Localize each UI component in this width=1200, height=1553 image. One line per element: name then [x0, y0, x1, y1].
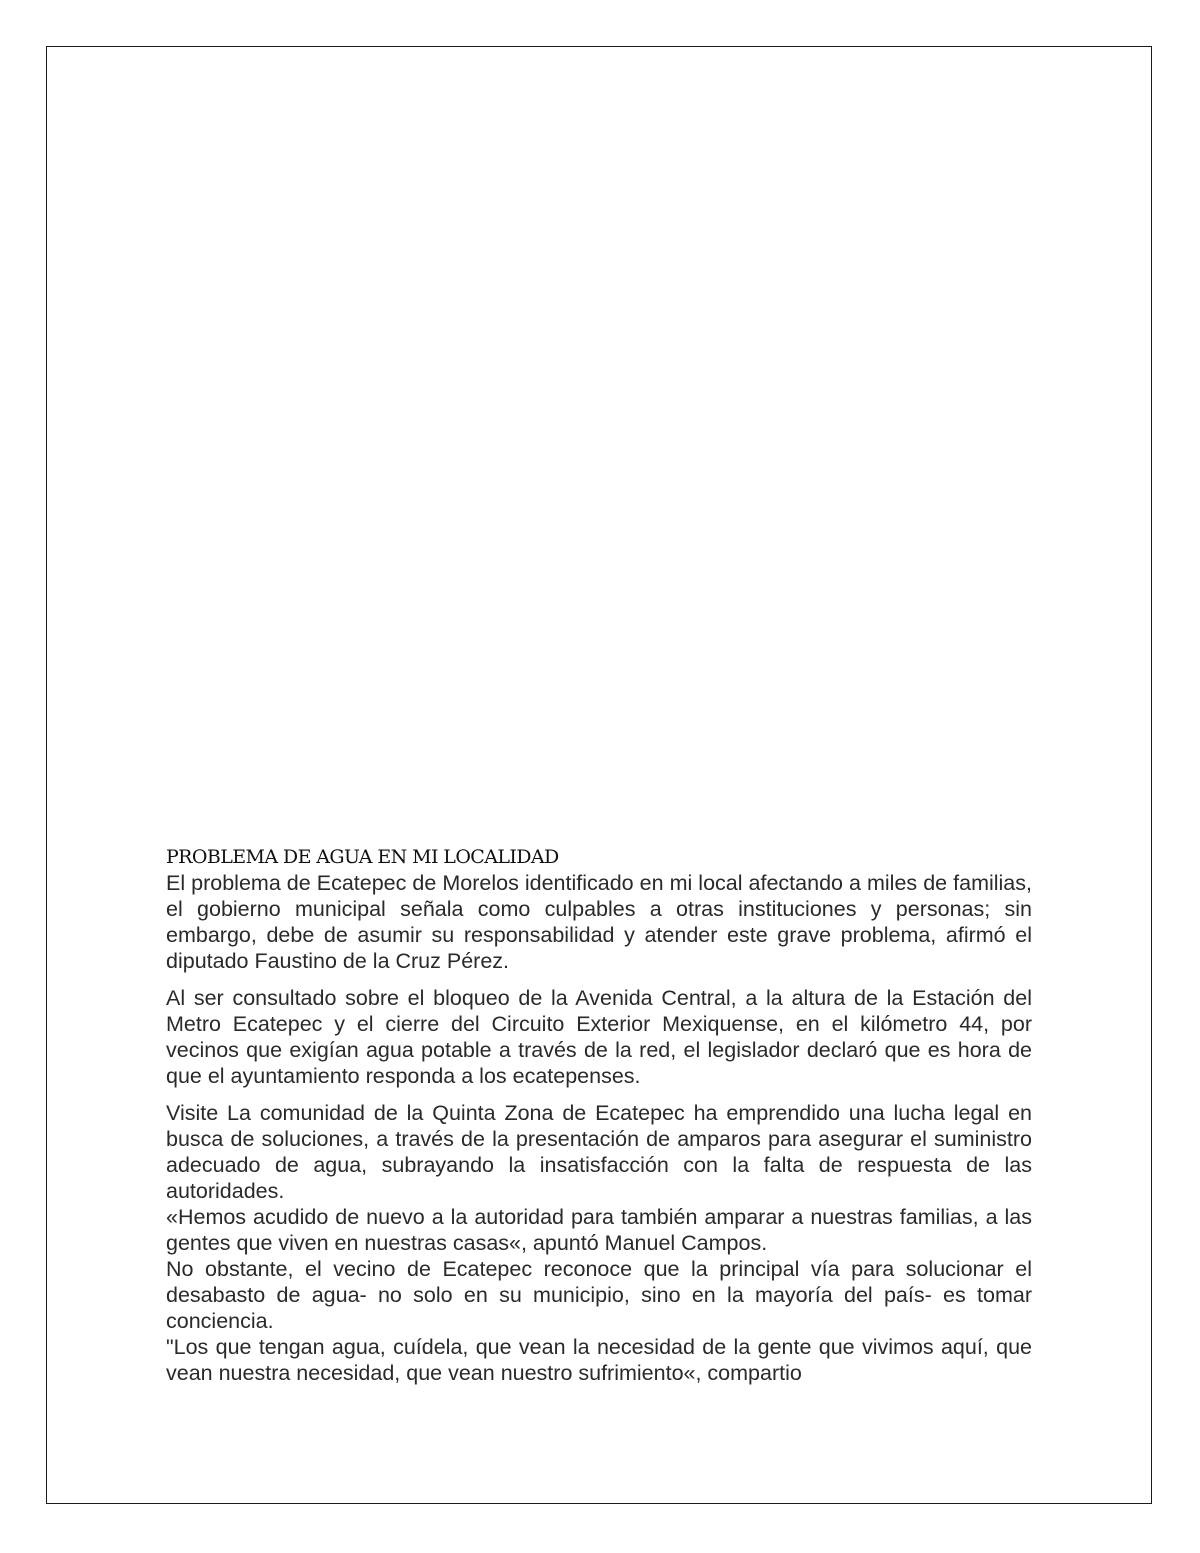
document-body [166, 845, 1032, 1386]
paragraph-4: «Hemos acudido de nuevo a la autoridad para también amparar a nuestras familias, a las gentes que viven en nuestras casas«, apuntó Manuel Campos. [166, 1205, 1032, 1255]
paragraph-1: El problema de Ecatepec de Morelos identificado en mi local afectando a miles de familias, el gobierno municipal señala como culpables a otras instituciones y personas; sin embargo, debe de asumir su responsabilidad y atender este grave problema, afirmó el diputado Faustino de la Cruz Pérez. [166, 871, 1032, 973]
paragraph-6: "Los que tengan agua, cuídela, que vean la necesidad de la gente que vivimos aquí, que vean nuestra necesidad, que vean nuestro sufrimiento«, compartio [166, 1335, 1032, 1385]
paragraph-3: Visite La comunidad de la Quinta Zona de Ecatepec ha emprendido una lucha legal en busca de soluciones, a través de la presentación de amparos para asegurar el suministro adecuado de agua, subrayando la insatisfacción con la falta de respuesta de las autoridades. [166, 1101, 1032, 1203]
document-title: PROBLEMA DE AGUA EN MI LOCALIDAD [166, 846, 559, 868]
paragraph-2: Al ser consultado sobre el bloqueo de la Avenida Central, a la altura de la Estación del Metro Ecatepec y el cierre del Circuito Exterior Mexiquense, en el kilómetro 44, por vecinos que exigían agua potable a través de la red, el legislador declaró que es hora de que el ayuntamiento responda a los ecatepenses. [166, 986, 1032, 1088]
paragraph-5: No obstante, el vecino de Ecatepec reconoce que la principal vía para solucionar el desabasto de agua- no solo en su municipio, sino en la mayoría del país- es tomar conciencia. [166, 1257, 1032, 1333]
